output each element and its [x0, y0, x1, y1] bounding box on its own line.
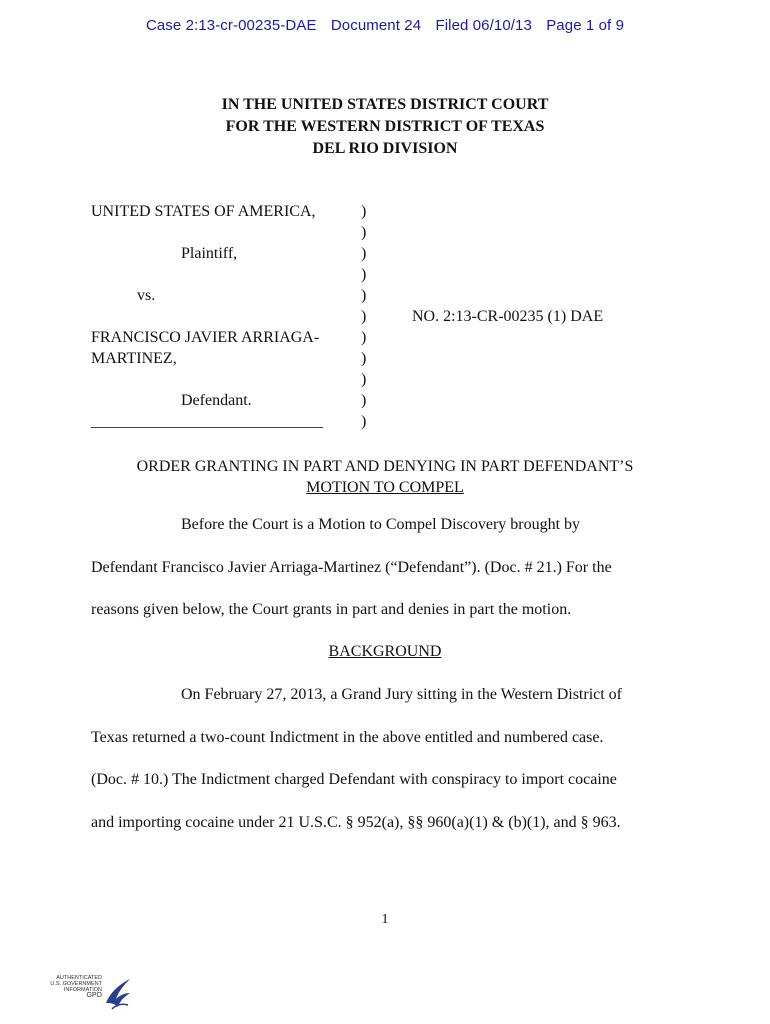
paren: )	[361, 287, 367, 304]
intro-line-1: Before the Court is a Motion to Compel Discovery brought by	[181, 516, 581, 533]
paren: )	[361, 203, 367, 220]
gpo-line-2: U.S. GOVERNMENT	[50, 981, 102, 987]
paren: )	[361, 413, 367, 430]
defendant-role: Defendant.	[181, 392, 252, 409]
gpo-line-1: AUTHENTICATED	[56, 975, 102, 981]
caption-parentheses	[361, 201, 366, 432]
stamp-case: Case 2:13-cr-00235-DAE	[145, 17, 317, 34]
intro-line-2: Defendant Francisco Javier Arriaga-Martinez (“Defendant”). (Doc. # 21.) For the	[91, 559, 612, 576]
paren: )	[361, 266, 367, 283]
background-line-2: Texas returned a two-count Indictment in the above entitled and numbered case.	[91, 729, 604, 746]
order-title-line-2: MOTION TO COMPEL	[306, 479, 464, 496]
court-line-3: DEL RIO DIVISION	[312, 140, 458, 157]
stamp-page: Page 1 of 9	[546, 17, 625, 34]
paren: )	[361, 350, 367, 367]
paren: )	[361, 245, 367, 262]
order-title-line-1: ORDER GRANTING IN PART AND DENYING IN PART DEFENDANT’S	[136, 458, 634, 475]
court-line-2: FOR THE WESTERN DISTRICT OF TEXAS	[225, 118, 545, 135]
paren: )	[361, 224, 367, 241]
plaintiff-name: UNITED STATES OF AMERICA,	[91, 203, 316, 220]
filing-stamp	[0, 17, 770, 34]
stamp-filed: Filed 06/10/13	[435, 17, 532, 34]
page-number: 1	[381, 912, 389, 927]
background-line-1: On February 27, 2013, a Grand Jury sitting in the Western District of	[181, 686, 623, 703]
order-title	[0, 456, 770, 498]
defendant-name-1: FRANCISCO JAVIER ARRIAGA-	[91, 329, 320, 346]
gpo-authentication-seal	[44, 975, 134, 1015]
paren: )	[361, 308, 367, 325]
plaintiff-role: Plaintiff,	[181, 245, 238, 262]
background-heading: BACKGROUND	[328, 643, 442, 660]
gpo-line-3: INFORMATION	[63, 987, 102, 993]
background-line-4: and importing cocaine under 21 U.S.C. § 952(a), §§ 960(a)(1) & (b)(1), and § 963.	[91, 814, 621, 831]
defendant-name-2: MARTINEZ,	[91, 350, 177, 367]
court-heading	[0, 94, 770, 160]
paren: )	[361, 329, 367, 346]
paren: )	[361, 371, 367, 388]
case-number: NO. 2:13-CR-00235 (1) DAE	[412, 308, 604, 325]
gpo-line-4: GPO	[86, 992, 102, 999]
intro-line-3: reasons given below, the Court grants in part and denies in part the motion.	[91, 601, 572, 618]
stamp-document: Document 24	[330, 17, 422, 34]
versus: vs.	[137, 287, 156, 304]
eagle-icon	[100, 973, 134, 1013]
court-line-1: IN THE UNITED STATES DISTRICT COURT	[221, 96, 549, 113]
caption-rule: _____________________________	[91, 413, 323, 430]
case-caption-parties	[91, 201, 323, 432]
background-line-3: (Doc. # 10.) The Indictment charged Defendant with conspiracy to import cocaine	[91, 771, 617, 788]
paren: )	[361, 392, 367, 409]
gpo-seal-text	[44, 975, 102, 999]
